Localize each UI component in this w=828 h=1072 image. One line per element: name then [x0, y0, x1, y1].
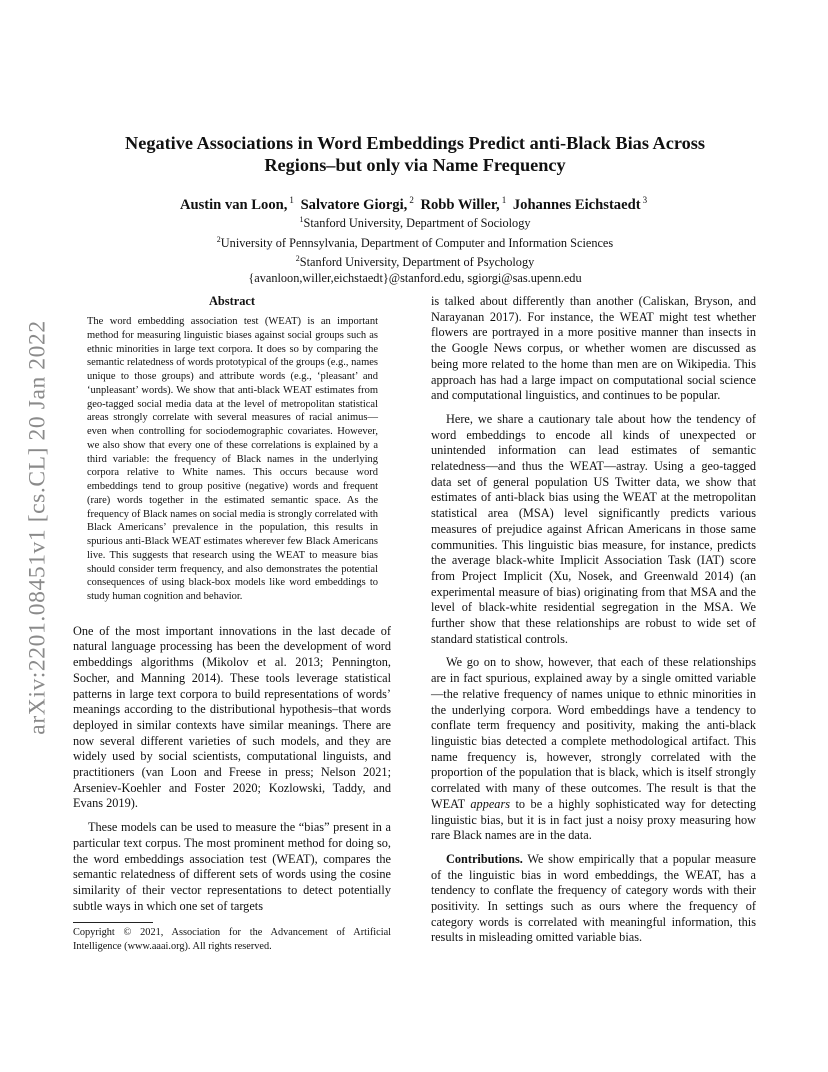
contributions-paragraph	[431, 852, 756, 946]
left-column	[73, 294, 391, 914]
affiliation-mark: 1	[299, 215, 304, 224]
author-name: Austin van Loon,	[179, 197, 288, 213]
author-emails: {avanloon,willer,eichstaedt}@stanford.edu, sgiorgi@sas.upenn.edu	[248, 270, 582, 285]
affiliation-text: Stanford University, Department of Sociology	[303, 216, 531, 230]
copyright-footnote: Copyright © 2021, Association for the Advancement of Artificial Intelligence (www.aaai.org). All rights reserved.	[73, 927, 391, 952]
affiliation-line	[90, 212, 740, 232]
author-affiliation-mark: 1	[289, 195, 294, 205]
arxiv-identifier-text: arXiv:2201.08451v1 [cs.CL] 20 Jan 2022	[24, 319, 51, 735]
affiliation-text: Stanford University, Department of Psychology	[299, 255, 535, 270]
affiliation-mark: 2	[216, 234, 221, 244]
contributions-heading: Contributions.	[446, 851, 523, 866]
intro-paragraph: is talked about differently than another (Caliskan, Bryson, and Narayanan 2017). For instance, the WEAT might test whether flowers are portrayed in a more positive manner than insects in the Google News corpus, or whether women are discussed as being more related to the home than men are on Wikipedia. This approach has had a large impact on computational social science and computational linguistics, and continues to be popular.	[431, 294, 756, 403]
emphasized-word: appears	[470, 796, 511, 811]
paper-title: Negative Associations in Word Embeddings Predict anti-Black Bias Across Regions–but only via Name Frequency	[125, 133, 705, 175]
intro-paragraph: These models can be used to measure the “bias” present in a particular text corpus. The most prominent method for doing so, the word embeddings association test (WEAT), compares the semantic relatedness of different sets of words using the cosine similarity of their vector representations to detect potentially subtle ways in which one set of targets	[73, 820, 391, 913]
author-list	[90, 191, 740, 214]
author-affiliation-mark: 2	[409, 195, 414, 205]
affiliation-line	[90, 251, 740, 271]
abstract-text: The word embedding association test (WEAT) is an important method for measuring linguistic biases against social groups such as ethnic minorities in large text corpora. It does so by comparing the semantic relatedness of words prototypical of the groups (e.g., names unique to those groups) and attribute words (e.g., ‘pleasant’ and ‘unpleasant’ words). We show that anti-black WEAT estimates from geo-tagged social media data at the level of metropolitan statistical areas strongly correlate with several measures of racial animus—even when controlling for sociodemographic covariates. However, we also show that every one of these correlations is explained by a third variable: the frequency of Black names in the underlying corpora relative to White names. This occurs because word embeddings tend to group positive (negative) words and frequent (rare) words together in the estimated semantic space. As the frequency of Black names on social media is strongly correlated with Black Americans’ prevalence in the population, this results in spurious anti-Black WEAT estimates wherever few Black Americans live. This suggests that research using the WEAT to measure bias should consider term frequency, and also demonstrates the potential consequences of using black-box models like word embeddings to study human cognition and behavior.	[87, 316, 379, 602]
author-name: Salvatore Giorgi,	[300, 197, 408, 213]
author-name: Robb Willer,	[420, 197, 500, 213]
right-column	[431, 294, 756, 946]
author-affiliation-mark: 3	[642, 195, 648, 205]
author-name: Johannes Eichstaedt	[512, 197, 641, 213]
paragraph-text: to be a highly sophisticated way for detecting linguistic bias, but it is in fact just a noisy proxy measuring how rare Black names are in the data.	[431, 796, 757, 843]
intro-paragraph: Here, we share a cautionary tale about how the tendency of word embeddings to encode all kinds of unexpected or unintended information can lead estimates of semantic relatedness—and thus the WEAT—astray. Using a geo-tagged data set of general population US Twitter data, we show that estimates of anti-black bias using the WEAT at the metropolitan statistical area (MSA) level significantly predicts various measures of prejudice against African Americans in those same communities. This linguistic bias measure, for instance, predicts the average black-white Implicit Association Task (IAT) score from Project Implicit (Xu, Nosek, and Greenwald 2014) (an experimental measure of bias) originating from that MSA and the level of black-white residential segregation in the MSA. We further show that these relationships are robust to wide set of standard statistical controls.	[431, 411, 756, 646]
intro-paragraph	[431, 655, 756, 843]
paragraph-text: We go on to show, however, that each of these relationships are in fact spurious, explained away by a single omitted variable—the relative frequency of names unique to ethnic minorities in the underlying corpora. Word embeddings have a tendency to conflate term frequency and positivity, making the anti-black linguistic bias detected a complete methodological artifact. This name frequency is, however, strongly correlated with the proportion of the population that is black, which is itself strongly correlated with many of these outcomes. The result is that the WEAT	[431, 655, 756, 811]
arxiv-identifier-stamp	[14, 292, 62, 762]
affiliation-line	[90, 232, 740, 252]
affiliation-text: University of Pennsylvania, Department of Computer and Information Sciences	[220, 235, 614, 250]
intro-paragraph: One of the most important innovations in the last decade of natural language processing has been the development of word embeddings algorithms (Mikolov et al. 2013; Pennington, Socher, and Manning 2014). These tools leverage statistical patterns in large text corpora to build representations of words’ meanings according to the distributional hypothesis–that words deployed in similar contexts have similar meanings. There are now several different varieties of such models, and they are widely used by social scientists, computational linguists, and practitioners (van Loon and Freese in press; Nelson 2021; Arseniev-Koehler and Foster 2020; Kozlowski, Taddy, and Evans 2019).	[73, 623, 391, 811]
paragraph-text: We show empirically that a popular measure of the linguistic bias in word embeddings, the WEAT, has a tendency to conflate the frequency of category words with their positivity. In settings such as ours where the frequency of category words is correlated with meaningful information, this results in misleading omitted variable bias.	[431, 851, 756, 945]
author-affiliation-mark: 1	[501, 195, 507, 205]
affiliation-block	[90, 212, 740, 286]
affiliation-mark: 2	[295, 254, 300, 264]
footnote-rule	[73, 922, 153, 923]
abstract-heading: Abstract	[208, 294, 256, 308]
